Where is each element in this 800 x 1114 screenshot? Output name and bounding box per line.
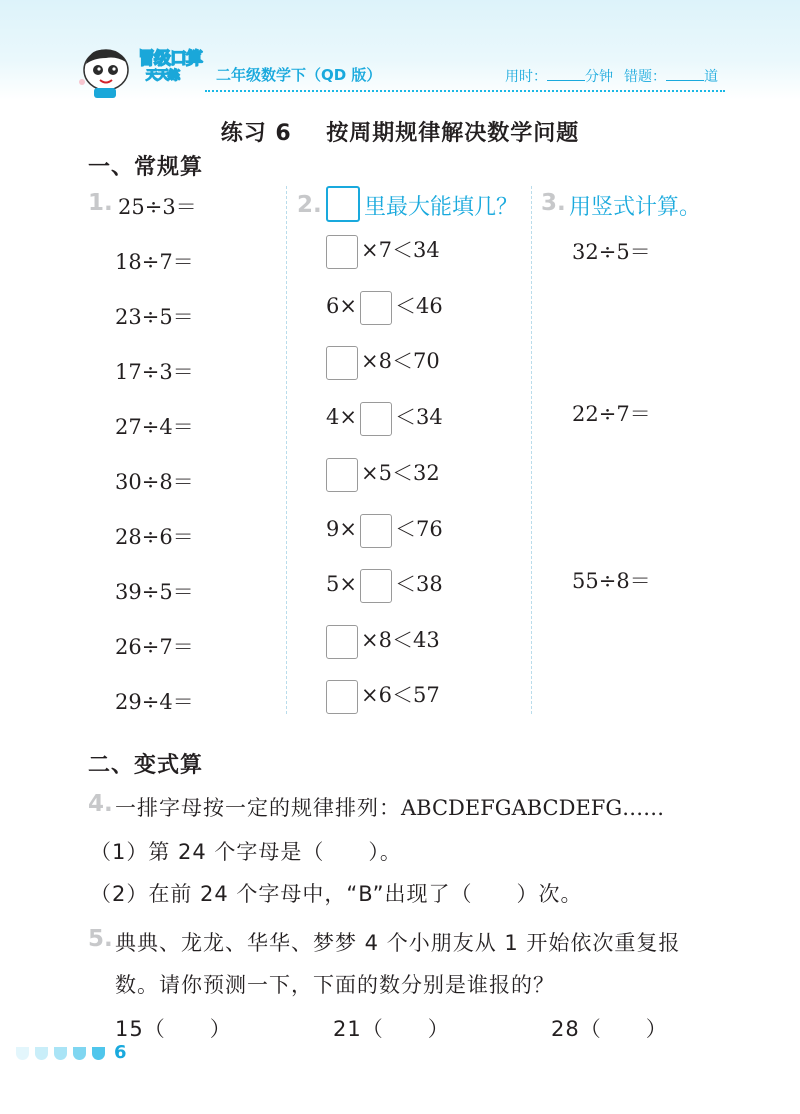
q2-item: ×8＜70	[326, 345, 440, 380]
section-2-title: 二、变式算	[88, 753, 204, 778]
brand-logo	[132, 44, 212, 86]
q2-item: 6× ＜46	[326, 290, 443, 325]
q4-sub1: （1）第 24 个字母是（ ）。	[90, 840, 402, 864]
q2-item: 5× ＜38	[326, 568, 443, 603]
grade-title: 二年级数学下（QD 版）	[216, 66, 382, 84]
time-field	[505, 66, 613, 86]
q4-intro: 一排字母按一定的规律排列：	[115, 796, 401, 820]
page-number: 6	[114, 1042, 127, 1063]
dot-icon	[16, 1047, 29, 1060]
dot-icon	[73, 1047, 86, 1060]
section-1-title: 一、常规算	[88, 155, 204, 180]
errors-blank[interactable]	[666, 68, 704, 81]
q5-number: 5.	[88, 926, 113, 952]
q3-item: 55÷8＝	[572, 569, 651, 593]
answer-box[interactable]	[326, 458, 358, 492]
errors-field	[624, 66, 718, 86]
answer-box[interactable]	[360, 291, 392, 325]
answer-box[interactable]	[326, 680, 358, 714]
q3-heading: 用竖式计算。	[569, 195, 702, 220]
q4-sequence: ABCDEFGABCDEFG……	[401, 796, 665, 820]
q5-line1: 典典、龙龙、华华、梦梦 4 个小朋友从 1 开始依次重复报	[115, 931, 681, 955]
q1-item: 39÷5＝	[115, 580, 194, 604]
answer-box[interactable]	[326, 625, 358, 659]
time-unit: 分钟	[585, 69, 613, 85]
header-divider	[205, 90, 725, 92]
brand-line2: 天天练	[146, 68, 180, 82]
q3-item: 32÷5＝	[572, 240, 651, 264]
q2-number: 2.	[297, 192, 322, 218]
q1-item: 30÷8＝	[115, 470, 194, 494]
page-title: 练习 6 按周期规律解决数学问题	[220, 121, 580, 146]
q5-item: 21（ ）	[333, 1017, 450, 1041]
errors-unit: 道	[704, 69, 718, 85]
time-blank[interactable]	[547, 68, 585, 81]
q1-item: 28÷6＝	[115, 525, 194, 549]
answer-box[interactable]	[326, 346, 358, 380]
q4-sub2: （2）在前 24 个字母中，“B”出现了（ ）次。	[90, 882, 583, 906]
q5-item: 28（ ）	[551, 1017, 668, 1041]
q3-number: 3.	[541, 190, 566, 216]
q2-item: ×7＜34	[326, 234, 440, 269]
errors-label: 错题：	[624, 69, 666, 85]
answer-box[interactable]	[360, 514, 392, 548]
column-divider-1	[286, 186, 287, 714]
answer-box[interactable]	[360, 402, 392, 436]
q1-item: 23÷5＝	[115, 305, 194, 329]
column-divider-2	[531, 186, 532, 714]
q2-item: ×5＜32	[326, 457, 440, 492]
q5-line2: 数。请你预测一下，下面的数分别是谁报的？	[115, 973, 555, 997]
q2-item: ×6＜57	[326, 679, 440, 714]
q1-item: 17÷3＝	[115, 360, 194, 384]
answer-box[interactable]	[360, 569, 392, 603]
dot-icon	[92, 1047, 105, 1060]
q1-item: 26÷7＝	[115, 635, 194, 659]
q2-item: 4× ＜34	[326, 401, 443, 436]
q4-text	[115, 792, 664, 822]
page-dots-decoration	[16, 1047, 111, 1061]
q2-item: 9× ＜76	[326, 513, 443, 548]
q1-item: 18÷7＝	[115, 250, 194, 274]
answer-box[interactable]	[326, 235, 358, 269]
q1-item: 25÷3＝	[118, 195, 197, 219]
q4-number: 4.	[88, 791, 113, 817]
brand-line1: 冒级口算	[138, 49, 202, 69]
q2-heading-box-icon	[326, 186, 360, 222]
dot-icon	[54, 1047, 67, 1060]
q2-item: ×8＜43	[326, 624, 440, 659]
q1-number: 1.	[88, 190, 113, 216]
q1-item: 27÷4＝	[115, 415, 194, 439]
q3-item: 22÷7＝	[572, 402, 651, 426]
dot-icon	[35, 1047, 48, 1060]
time-label: 用时：	[505, 69, 547, 85]
q1-item: 29÷4＝	[115, 690, 194, 714]
q5-item: 15（ ）	[115, 1017, 232, 1041]
q2-heading: 里最大能填几？	[364, 195, 519, 220]
